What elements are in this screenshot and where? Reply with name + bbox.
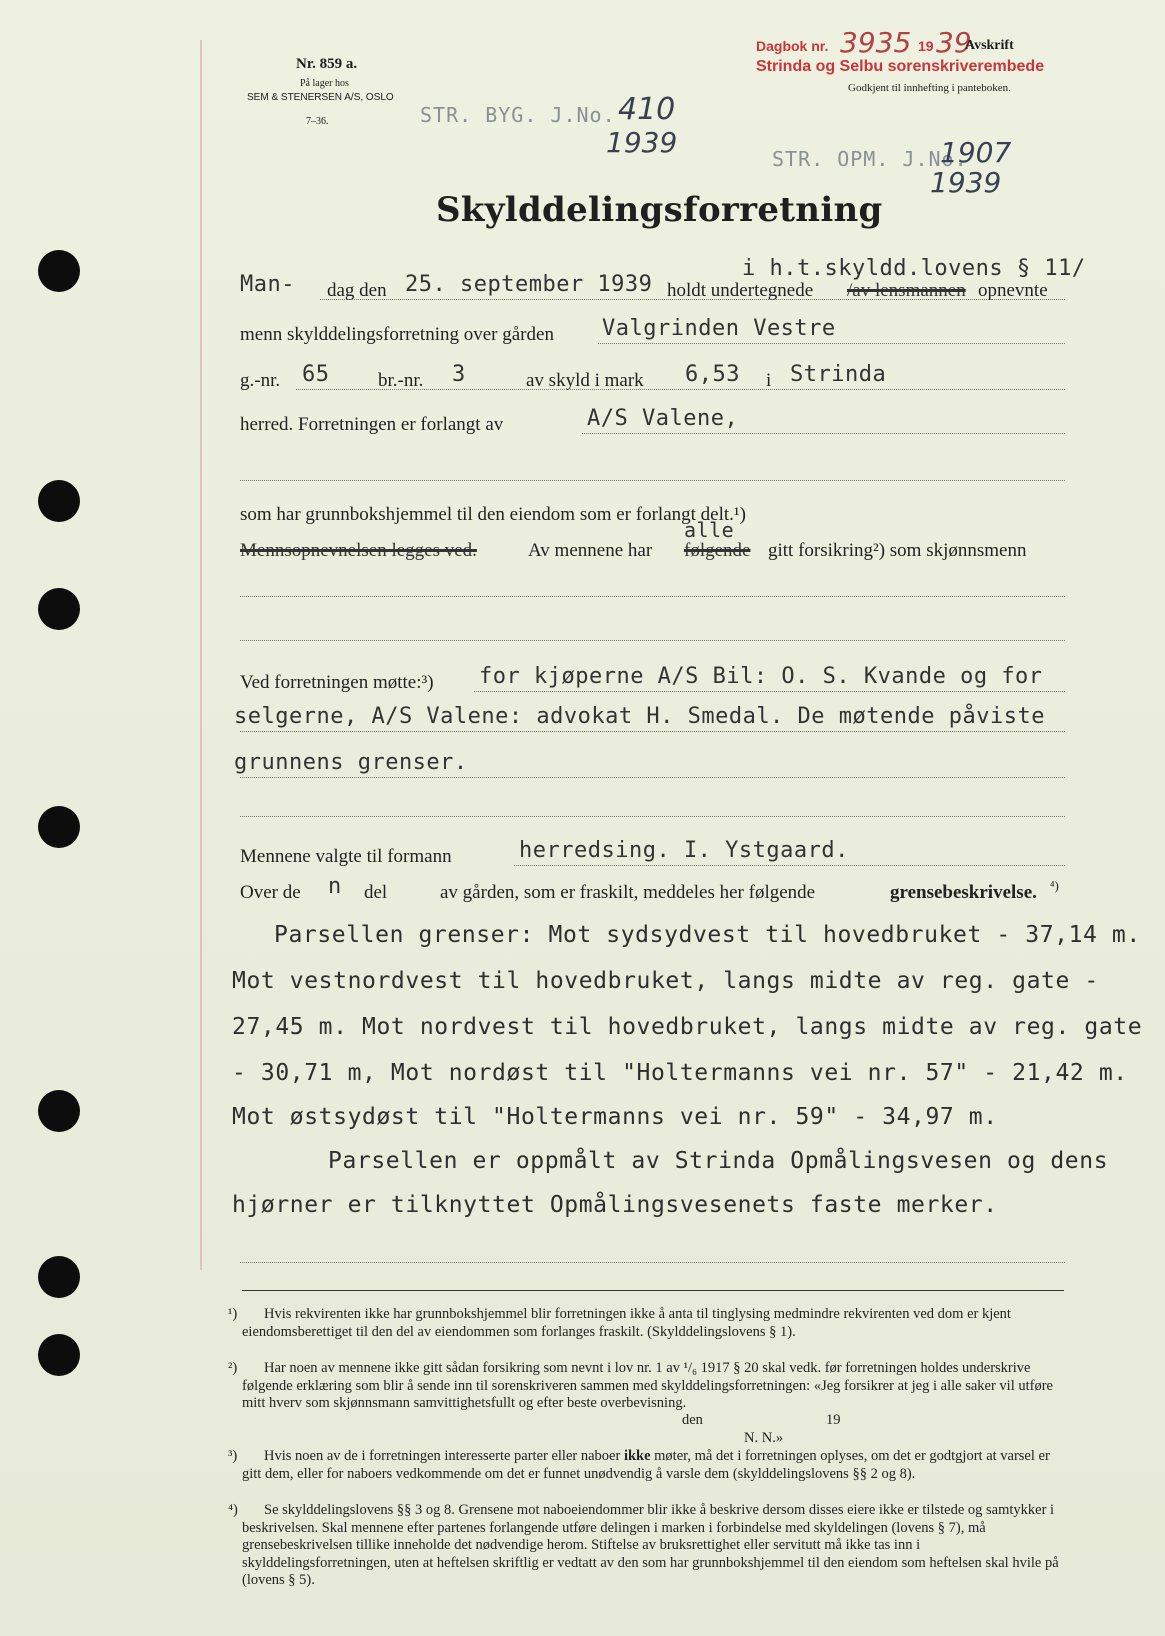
document-title: Skylddelingsforretning bbox=[436, 190, 883, 230]
stamp-byg-year: 1939 bbox=[606, 126, 678, 159]
description-line-6: Parsellen er oppmålt av Strinda Opmålingsvesen og dens bbox=[328, 1148, 1109, 1174]
fill-line bbox=[598, 343, 1065, 344]
form-number: Nr. 859 a. bbox=[296, 56, 358, 72]
municipality: Strinda bbox=[790, 362, 887, 387]
description-line-5: Mot østsydøst til "Holtermanns vei nr. 59" - 34,97 m. bbox=[232, 1104, 998, 1130]
footnote-2-text: Har noen av mennene ikke gitt sådan forsikring som nevnt i lov nr. 1 av ¹/₆ 1917 § 20 skal vedk. før forretningen holdes underskrive følgende erklæring som blir å sende inn til sorenskriveren sammen med skylddelingsforretningen: «Jeg forsikrer at jeg i alle saker vil utføre mitt hverv som skjønnsmann samvittighetsfullt og efter beste overbevisning. bbox=[242, 1360, 1053, 1411]
stamp-byg: STR. BYG. J.No. bbox=[420, 103, 616, 127]
footnote-4-text: Se skylddelingslovens §§ 3 og 8. Grensene mot naboeiendommer blir ikke å beskrive dersom disses eiere ikke er tilstede og samtykker i beskrivelsen. Skal mennene efter partenes forlangende utføre delingen i marken i forbindelse med skyldelingen (lovens § 7), må grensebeskrivelsen tillike inneholde det nødvendige herom. Stiftelse av bruksrettighet eller servitutt må ikke tas inn i skylddelingsforretningen, uten at heftelsen skriftlig er vedtatt av den som har grunnbokshjemmel til den eiendom som heftelsen skal hvile på (lovens § 5). bbox=[242, 1502, 1059, 1588]
description-line-3: 27,45 m. Mot nordvest til hovedbruket, langs midte av reg. gate bbox=[232, 1014, 1143, 1040]
requester: A/S Valene, bbox=[587, 406, 739, 431]
punch-hole bbox=[38, 250, 80, 292]
lensmann-struck: /av lensmannen bbox=[847, 280, 966, 301]
menn-label: menn skylddelingsforretning over gården bbox=[240, 324, 554, 345]
footnote-separator bbox=[242, 1290, 1064, 1291]
footnote-3 bbox=[228, 1448, 1062, 1483]
punch-hole bbox=[38, 806, 80, 848]
fill-line bbox=[240, 777, 1065, 778]
formann-label: Mennene valgte til formann bbox=[240, 846, 452, 867]
gitt-forsikring-label: gitt forsikring²) som skjønnsmenn bbox=[768, 540, 1027, 561]
over-de-label: Over de bbox=[240, 882, 301, 903]
fill-line bbox=[240, 731, 1065, 732]
fill-line bbox=[240, 640, 1065, 641]
punch-hole bbox=[38, 1334, 80, 1376]
opnevnte-label: opnevnte bbox=[978, 280, 1048, 301]
brnr-value: 3 bbox=[452, 362, 466, 387]
footnote-2-den: den bbox=[682, 1412, 703, 1428]
grense-footnote-ref: ⁴) bbox=[1050, 878, 1059, 893]
dagbok-year: 39 bbox=[936, 26, 972, 59]
fill-line bbox=[240, 1262, 1065, 1263]
av-garden-label: av gården, som er fraskilt, meddeles her følgende bbox=[440, 882, 816, 903]
punch-hole bbox=[38, 1090, 80, 1132]
footnote-1-number: ¹) bbox=[228, 1306, 238, 1322]
footnote-2-signature: N. N.» bbox=[744, 1430, 784, 1446]
fill-line bbox=[514, 865, 1065, 866]
dagbok-year-prefix: 19 bbox=[918, 38, 934, 54]
dagbok-number: 3935 bbox=[840, 26, 912, 59]
footnote-1 bbox=[228, 1306, 1062, 1341]
publisher-name: SEM & STENERSEN A/S, OSLO bbox=[247, 92, 394, 103]
gnr-label: g.-nr. bbox=[240, 370, 281, 391]
footnote-2-year: 19 bbox=[826, 1412, 841, 1428]
grensebeskrivelse-label: grensebeskrivelse. bbox=[890, 882, 1037, 903]
dagbok-label: Dagbok nr. bbox=[756, 38, 829, 54]
fill-line bbox=[240, 596, 1065, 597]
brnr-label: br.-nr. bbox=[378, 370, 424, 391]
del-label: del bbox=[364, 882, 388, 903]
mote-line-3: grunnens grenser. bbox=[234, 750, 468, 775]
publisher-date: 7–36. bbox=[306, 116, 329, 127]
farm-name: Valgrinden Vestre bbox=[602, 316, 836, 341]
description-line-7: hjørner er tilknyttet Opmålingsvesenets faste merker. bbox=[232, 1192, 998, 1218]
footnote-3-text-post: møter, må det i forretningen oplyses, om det er godtgjort at varsel er gitt dem, eller for naboers vedkommende om det er funnet unødvendig å varsle dem (skylddelingslovens §§ 2 og 8). bbox=[242, 1448, 1050, 1482]
day-filled: Man- bbox=[240, 272, 295, 297]
i-label: i bbox=[766, 370, 772, 391]
fill-line bbox=[320, 299, 1065, 300]
mote-line-2: selgerne, A/S Valene: advokat H. Smedal. De møtende påviste bbox=[234, 704, 1045, 729]
publisher-line: På lager hos bbox=[300, 78, 349, 89]
footnote-3-number: ³) bbox=[228, 1448, 238, 1464]
description-line-4: - 30,71 m, Mot nordøst til "Holtermanns vei nr. 57" - 21,42 m. bbox=[232, 1060, 1128, 1086]
dag-den-label: dag den bbox=[327, 280, 387, 301]
gnr-value: 65 bbox=[302, 362, 330, 387]
punch-hole bbox=[38, 480, 80, 522]
footnote-4 bbox=[228, 1502, 1062, 1590]
avskrift-label: Avskrift bbox=[965, 38, 1014, 53]
footnote-2-number: ²) bbox=[228, 1360, 238, 1376]
footnote-4-number: ⁴) bbox=[228, 1502, 238, 1518]
footnote-3-text-pre: Hvis noen av de i forretningen interesserte parter eller naboer bbox=[264, 1448, 621, 1464]
description-line-1: Parsellen grenser: Mot sydsydvest til hovedbruket - 37,14 m. bbox=[274, 922, 1141, 948]
fill-line bbox=[582, 433, 1065, 434]
top-note: i h.t.skyldd.lovens § 11/ bbox=[742, 256, 1086, 281]
fill-line bbox=[474, 691, 1065, 692]
margin-line bbox=[200, 40, 202, 1270]
stamp-opm-year: 1939 bbox=[930, 166, 1002, 199]
office-name: Strinda og Selbu sorenskriverembede bbox=[756, 58, 1045, 75]
godkjent-note: Godkjent til innhefting i panteboken. bbox=[848, 82, 1011, 94]
date-filled: 25. september 1939 bbox=[405, 272, 653, 297]
punch-hole bbox=[38, 1256, 80, 1298]
alle-inserted: alle bbox=[684, 518, 735, 542]
holdt-label: holdt undertegnede bbox=[667, 280, 814, 301]
stamp-opm: STR. OPM. J.No. bbox=[772, 147, 968, 171]
herred-label: herred. Forretningen er forlangt av bbox=[240, 414, 504, 435]
parcel-letter: n bbox=[328, 874, 342, 899]
stamp-byg-number: 410 bbox=[618, 92, 676, 127]
mote-label: Ved forretningen møtte:³) bbox=[240, 672, 434, 693]
fill-line bbox=[240, 480, 1065, 481]
punch-hole bbox=[38, 588, 80, 630]
skyld-label: av skyld i mark bbox=[526, 370, 644, 391]
skyld-value: 6,53 bbox=[685, 362, 740, 387]
description-line-2: Mot vestnordvest til hovedbruket, langs midte av reg. gate - bbox=[232, 968, 1099, 994]
mote-line-1: for kjøperne A/S Bil: O. S. Kvande og for bbox=[479, 664, 1043, 689]
stamp-opm-number: 1907 bbox=[940, 136, 1012, 169]
fill-line bbox=[296, 389, 1065, 390]
footnote-1-text: Hvis rekvirenten ikke har grunnbokshjemmel blir forretningen ikke å anta til tinglysing medmindre rekvirenten ved dom er kjent eiendomsberettiget til den del av eiendommen som forlanges fraskilt. (Skylddelingslovens § 1). bbox=[242, 1306, 1011, 1340]
footnote-2 bbox=[228, 1360, 1062, 1446]
formann-value: herredsing. I. Ystgaard. bbox=[519, 838, 849, 863]
mennsopnevnelsen-struck: Mennsopnevnelsen legges ved. bbox=[240, 540, 477, 561]
footnote-3-bold: ikke bbox=[623, 1448, 651, 1464]
av-mennene-label: Av mennene har bbox=[528, 540, 653, 561]
fill-line bbox=[240, 816, 1065, 817]
folgende-struck: følgende bbox=[684, 540, 751, 561]
hjemmel-line: som har grunnbokshjemmel til den eiendom som er forlangt delt.¹) bbox=[240, 504, 746, 525]
